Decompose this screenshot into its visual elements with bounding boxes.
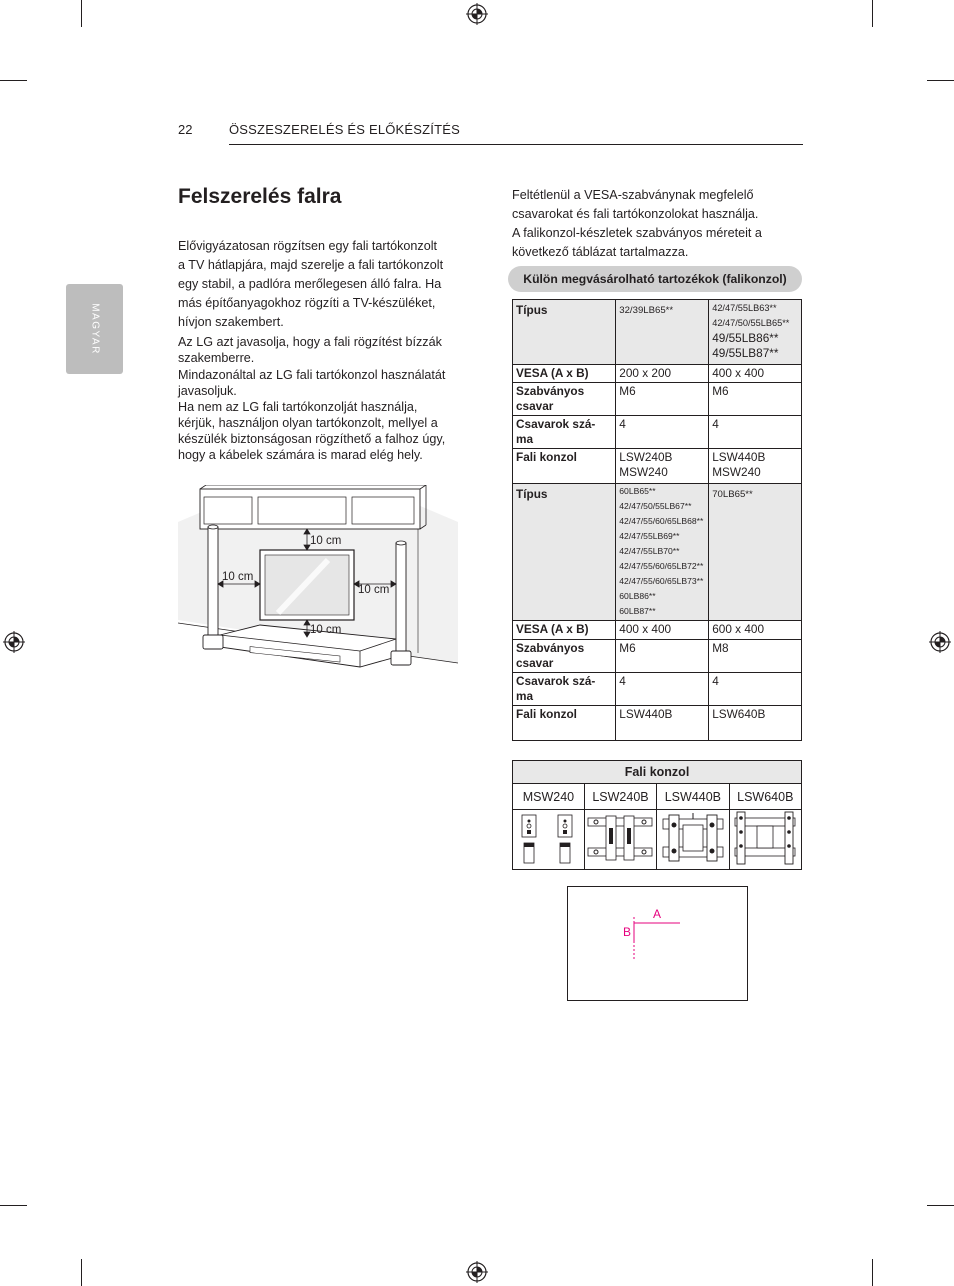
model-name: 32/39LB65** bbox=[619, 305, 674, 316]
vesa-ab-lines bbox=[568, 887, 747, 1000]
lsw440b-bracket-icon bbox=[659, 811, 727, 865]
page-number: 22 bbox=[178, 122, 193, 137]
bracket-model: LSW440B bbox=[657, 784, 729, 810]
crop-mark bbox=[81, 0, 82, 27]
bracket-heading: Fali konzol bbox=[513, 761, 802, 784]
text-line: Az LG azt javasolja, hogy a fali rögzítést bízzák bbox=[178, 335, 442, 349]
language-tab bbox=[66, 284, 123, 374]
vesa-intro bbox=[512, 186, 802, 262]
row-label-count bbox=[513, 416, 616, 449]
table-cell bbox=[616, 449, 709, 484]
clearance-label-top: 10 cm bbox=[310, 535, 342, 547]
lsw640b-bracket-icon bbox=[731, 810, 799, 866]
table-row bbox=[513, 706, 802, 741]
section-title: ÖSSZESZERELÉS ÉS ELŐKÉSZÍTÉS bbox=[229, 122, 461, 137]
text-line: LSW440B bbox=[712, 450, 766, 464]
paragraph-4 bbox=[178, 399, 463, 463]
row-label-vesa: VESA (A x B) bbox=[513, 621, 616, 640]
model-name: 49/55LB87** bbox=[712, 346, 779, 361]
model-name: 42/47/55LB69** bbox=[619, 531, 680, 541]
text-line: készülék biztonságosan rögzíthető a falhoz úgy, bbox=[178, 432, 446, 446]
table-row bbox=[513, 449, 802, 484]
table-cell bbox=[513, 810, 585, 870]
model-name: 42/47/50/55LB65** bbox=[712, 318, 790, 329]
table-row bbox=[513, 810, 802, 870]
msw240-bracket-icon bbox=[516, 811, 580, 865]
bracket-table bbox=[512, 760, 802, 870]
model-name: 42/47/55LB70** bbox=[619, 546, 680, 556]
crop-mark bbox=[872, 1259, 873, 1286]
text-line: csavarokat és fali tartókonzolokat használja. bbox=[512, 207, 759, 221]
text-line: Elővigyázatosan rögzítsen egy fali tartókonzolt bbox=[178, 239, 438, 253]
wall-mount-illustration bbox=[178, 485, 458, 670]
table-cell: 4 bbox=[616, 673, 709, 706]
label-a: A bbox=[653, 907, 662, 921]
table-cell: M6 bbox=[709, 383, 802, 416]
table-cell: 400 x 400 bbox=[709, 365, 802, 383]
clearance-label-bottom: 10 cm bbox=[310, 624, 342, 636]
clearance-label-right: 10 cm bbox=[358, 584, 390, 596]
row-label-type: Típus bbox=[513, 484, 616, 621]
model-name: 60LB86** bbox=[619, 591, 656, 601]
crop-mark bbox=[927, 80, 954, 81]
table-row bbox=[513, 761, 802, 784]
page-title: Felszerelés falra bbox=[178, 185, 342, 208]
table-row bbox=[513, 300, 802, 365]
text-line: csavar bbox=[516, 656, 554, 670]
table-row bbox=[513, 365, 802, 383]
table-row bbox=[513, 784, 802, 810]
text-line: A falikonzol-készletek szabványos méreteit a bbox=[512, 226, 762, 240]
table-cell bbox=[657, 810, 729, 870]
row-label-bracket: Fali konzol bbox=[513, 706, 616, 741]
text-line: más építőanyagokhoz rögzíti a TV-készüléket, bbox=[178, 296, 436, 310]
table-row bbox=[513, 484, 802, 621]
text-line: Csavarok szá- bbox=[516, 417, 596, 431]
crop-mark bbox=[0, 80, 27, 81]
text-line: következő táblázat tartalmazza. bbox=[512, 245, 689, 259]
model-name: 42/47/55/60/65LB73** bbox=[619, 576, 704, 586]
table-cell bbox=[709, 484, 802, 621]
registration-mark-icon bbox=[929, 631, 951, 653]
text-line: MSW240 bbox=[712, 465, 761, 479]
table-cell: M6 bbox=[616, 383, 709, 416]
text-line: MSW240 bbox=[619, 465, 668, 479]
text-line: szakemberre. bbox=[178, 351, 255, 365]
table-cell: 4 bbox=[709, 673, 802, 706]
crop-mark bbox=[81, 1259, 82, 1286]
text-line: Feltétlenül a VESA-szabványnak megfelelő bbox=[512, 188, 754, 202]
table-cell: 400 x 400 bbox=[616, 621, 709, 640]
table-cell: 600 x 400 bbox=[709, 621, 802, 640]
lsw240b-bracket-icon bbox=[586, 812, 654, 864]
row-label-screw bbox=[513, 383, 616, 416]
text-line: csavar bbox=[516, 399, 554, 413]
table-cell bbox=[709, 300, 802, 365]
table-cell: M6 bbox=[616, 640, 709, 673]
table-cell: 4 bbox=[709, 416, 802, 449]
text-line: hogy a kábelek számára is marad elég hely. bbox=[178, 448, 423, 462]
text-line: a TV hátlapjára, majd szerelje a fali tartókonzolt bbox=[178, 258, 444, 272]
model-name: 60LB65** bbox=[619, 486, 656, 496]
paragraph-2 bbox=[178, 334, 463, 366]
spec-table bbox=[512, 299, 802, 741]
table-cell bbox=[616, 300, 709, 365]
bracket-model: MSW240 bbox=[513, 784, 585, 810]
table-cell bbox=[709, 449, 802, 484]
table-cell: LSW640B bbox=[709, 706, 802, 741]
bracket-model: LSW240B bbox=[584, 784, 656, 810]
registration-mark-icon bbox=[3, 631, 25, 653]
text-line: javasoljuk. bbox=[178, 384, 237, 398]
text-line: Mindazonáltal az LG fali tartókonzol használatát bbox=[178, 368, 446, 382]
row-label-type: Típus bbox=[513, 300, 616, 365]
model-name: 42/47/55/60/65LB72** bbox=[619, 561, 704, 571]
table-cell bbox=[584, 810, 656, 870]
row-label-count bbox=[513, 673, 616, 706]
clearance-label-left: 10 cm bbox=[222, 571, 254, 583]
paragraph-1 bbox=[178, 237, 463, 332]
model-name: 60LB87** bbox=[619, 606, 656, 616]
model-name: 42/47/55LB63** bbox=[712, 303, 777, 313]
crop-mark bbox=[927, 1205, 954, 1206]
registration-mark-icon bbox=[466, 3, 488, 25]
model-name: 42/47/50/55LB67** bbox=[619, 501, 692, 511]
model-name: 42/47/55/60/65LB68** bbox=[619, 516, 704, 526]
bracket-model: LSW640B bbox=[729, 784, 801, 810]
text-line: LSW240B bbox=[619, 450, 673, 464]
table-row bbox=[513, 621, 802, 640]
table-row bbox=[513, 383, 802, 416]
label-b: B bbox=[623, 925, 632, 939]
text-line: kérjük, használjon olyan tartókonzolt, mellyel a bbox=[178, 416, 438, 430]
text-line: Csavarok szá- bbox=[516, 674, 596, 688]
row-label-vesa: VESA (A x B) bbox=[513, 365, 616, 383]
table-cell: 4 bbox=[616, 416, 709, 449]
crop-mark bbox=[0, 1205, 27, 1206]
model-name: 49/55LB86** bbox=[712, 331, 779, 346]
text-line: ma bbox=[516, 689, 534, 703]
table-row bbox=[513, 640, 802, 673]
table-row bbox=[513, 673, 802, 706]
row-label-screw bbox=[513, 640, 616, 673]
crop-mark bbox=[872, 0, 873, 27]
text-line: egy stabil, a padlóra merőlegesen álló falra. Ha bbox=[178, 277, 442, 291]
header-divider bbox=[229, 144, 803, 145]
text-line: Szabványos bbox=[516, 641, 585, 655]
table-cell: 200 x 200 bbox=[616, 365, 709, 383]
table-row bbox=[513, 416, 802, 449]
table-cell: M8 bbox=[709, 640, 802, 673]
vesa-ab-diagram bbox=[567, 886, 748, 1001]
table-cell: LSW440B bbox=[616, 706, 709, 741]
accessories-label: Külön megvásárolható tartozékok (falikonzol) bbox=[508, 266, 802, 292]
text-line: ma bbox=[516, 432, 534, 446]
registration-mark-icon bbox=[466, 1261, 488, 1283]
table-cell bbox=[616, 484, 709, 621]
table-cell bbox=[729, 810, 801, 870]
row-label-bracket: Fali konzol bbox=[513, 449, 616, 484]
text-line: Szabványos bbox=[516, 384, 585, 398]
language-tab-label: MAGYAR bbox=[89, 303, 100, 355]
text-line: hívjon szakembert. bbox=[178, 315, 284, 329]
model-name: 70LB65** bbox=[712, 489, 753, 500]
paragraph-3 bbox=[178, 367, 463, 399]
text-line: Ha nem az LG fali tartókonzolját használja, bbox=[178, 400, 418, 414]
